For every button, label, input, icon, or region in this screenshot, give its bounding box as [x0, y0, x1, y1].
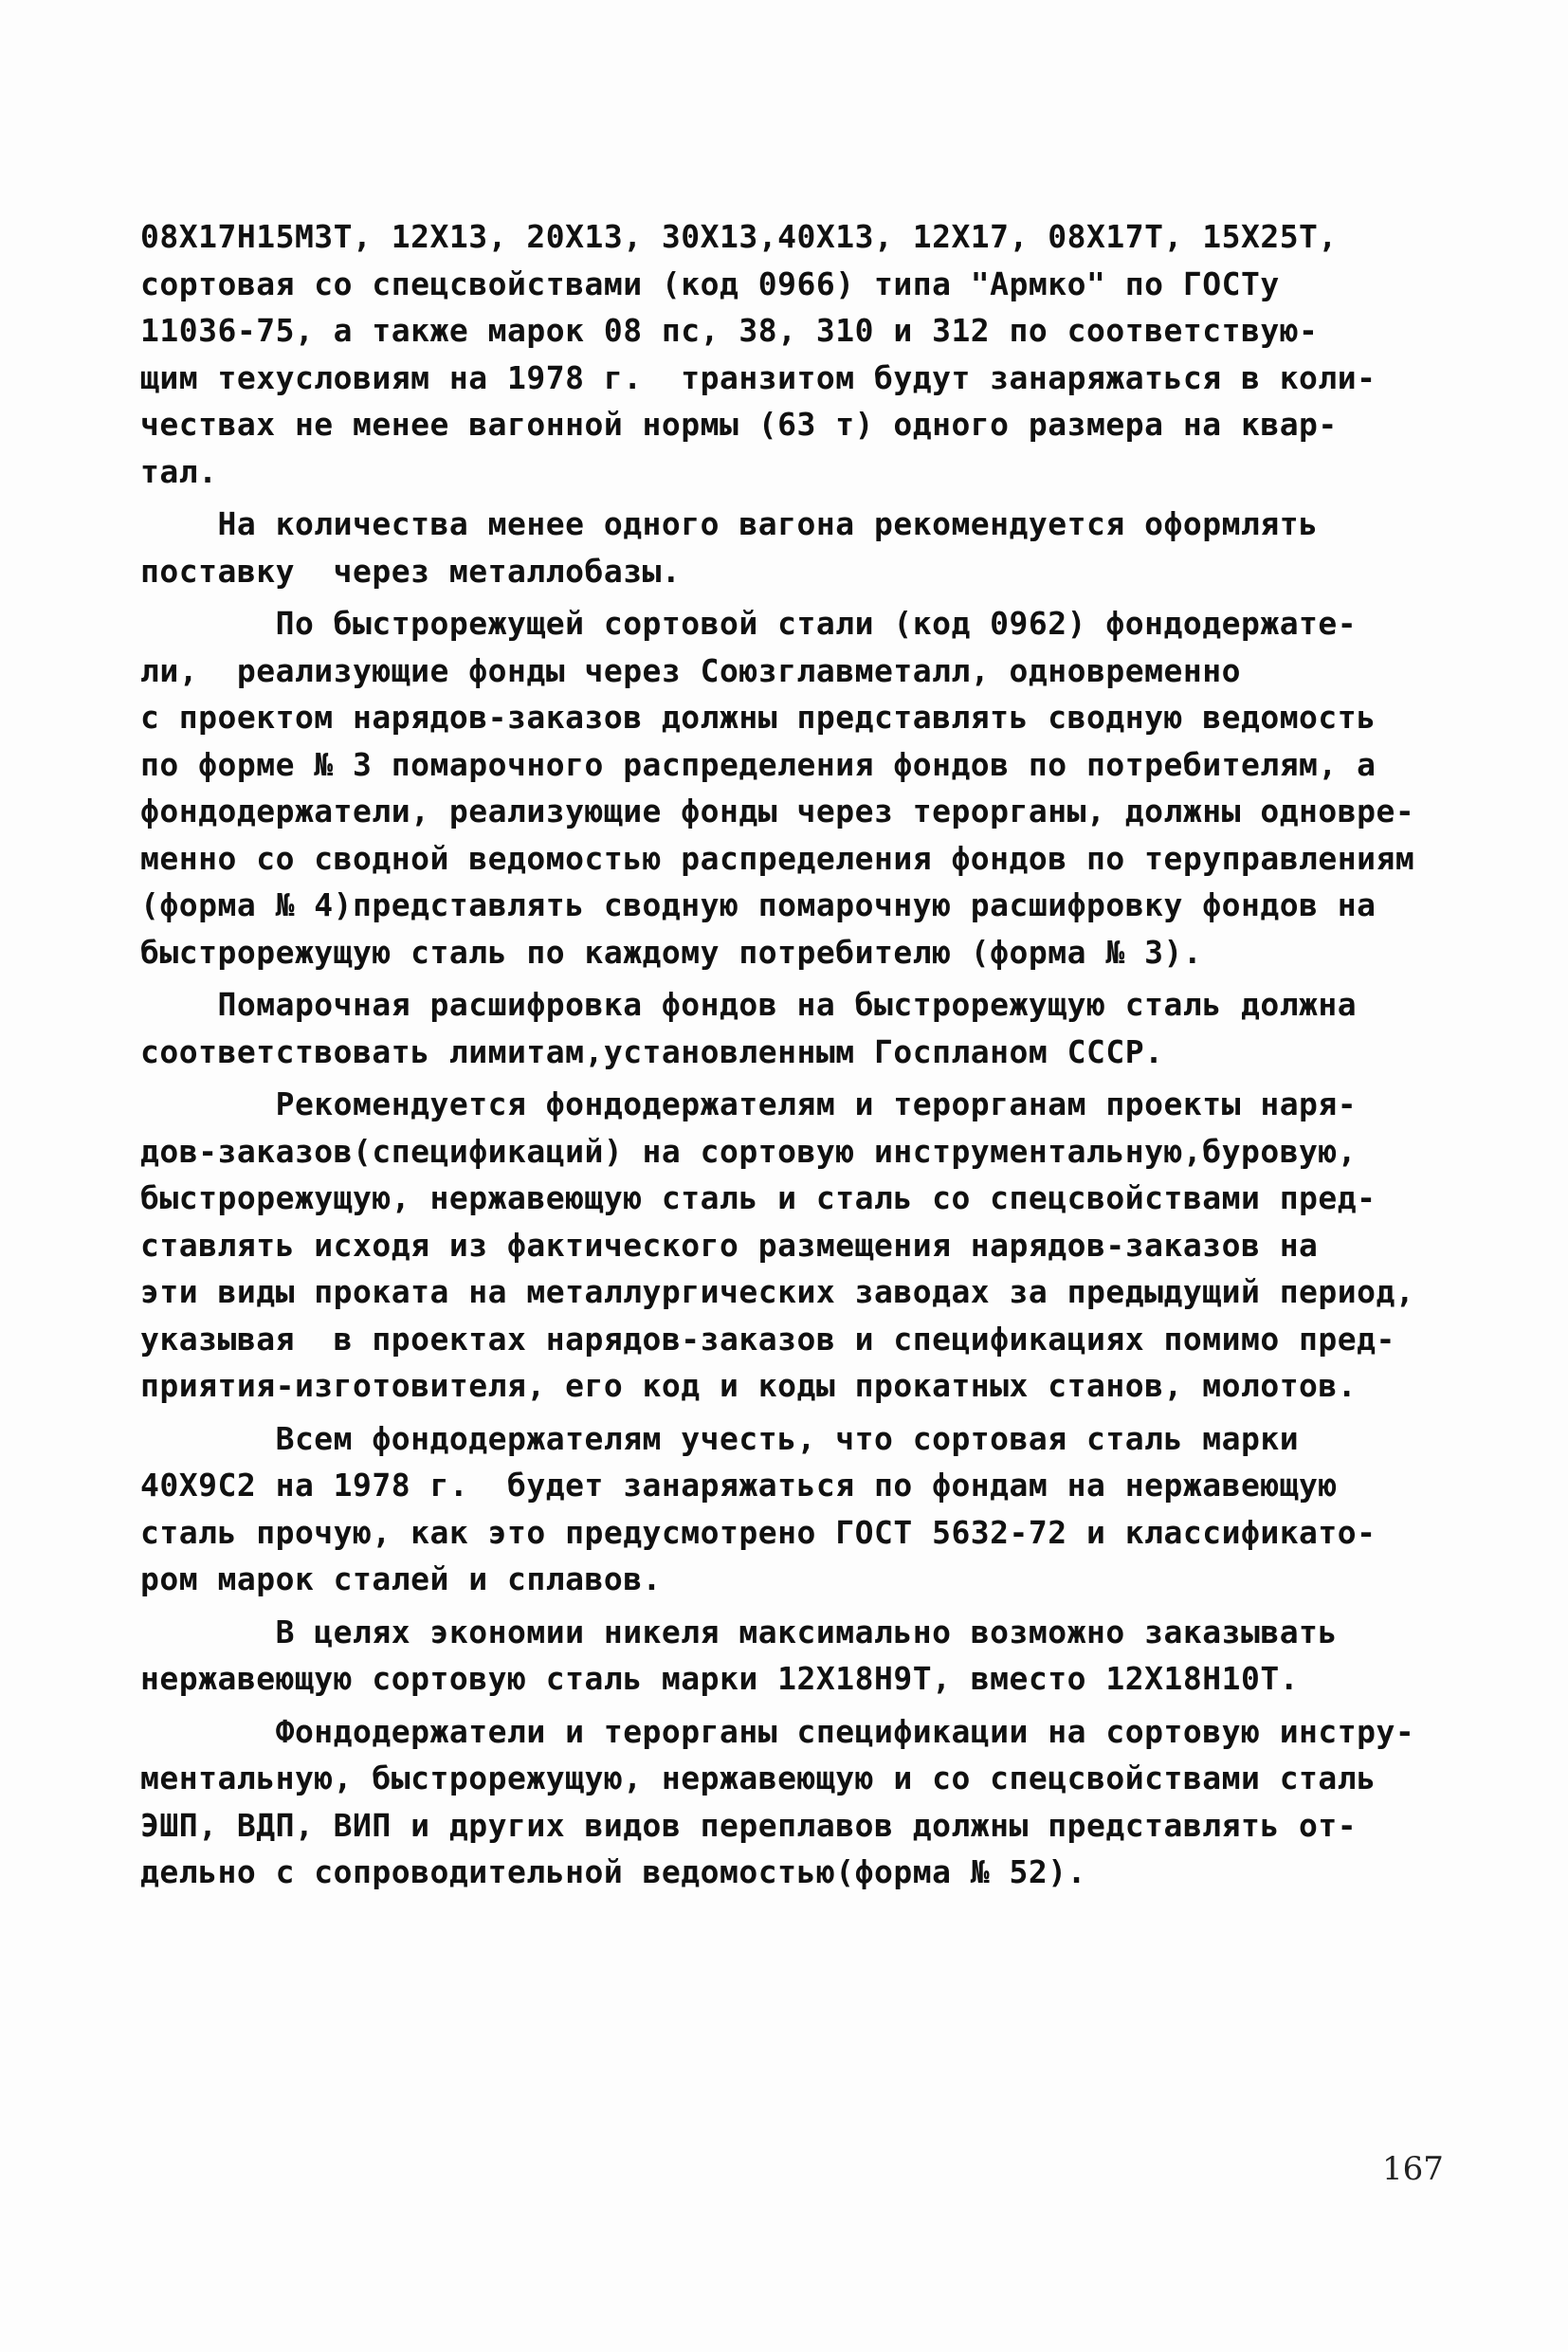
text-line: с проектом нарядов-заказов должны представлять сводную ведомость	[140, 699, 1377, 736]
text-line: приятия-изготовителя, его код и коды прокатных станов, молотов.	[140, 1367, 1358, 1404]
text-line: соответствовать лимитам,установленным Госпланом СССР.	[140, 1032, 1164, 1070]
text-line: На количества менее одного вагона рекомендуется оформлять	[140, 505, 1319, 542]
text-line: быстрорежущую сталь по каждому потребителю (форма № 3).	[140, 933, 1203, 971]
text-line: Всем фондодержателям учесть, что сортовая сталь марки	[140, 1419, 1300, 1457]
text-line: щим техусловиям на 1978 г. транзитом будут занаряжаться в коли-	[140, 358, 1377, 396]
text-line: менно со сводной ведомостью распределения фондов по теруправлениям	[140, 839, 1415, 877]
text-line: нержавеющую сортовую сталь марки 12Х18Н9Т, вместо 12Х18Н10Т.	[140, 1660, 1300, 1697]
text-line: ставлять исходя из фактического размещения нарядов-заказов на	[140, 1226, 1319, 1264]
paragraph	[140, 1415, 1449, 1603]
body-text	[140, 213, 1449, 1896]
text-line: указывая в проектах нарядов-заказов и спецификациях помимо пред-	[140, 1320, 1395, 1358]
text-line: 11036-75, а также марок 08 пс, 38, 310 и 312 по соответствую-	[140, 312, 1319, 349]
text-line: Рекомендуется фондодержателям и терорганам проекты наря-	[140, 1085, 1358, 1122]
text-line: В целях экономии никеля максимально возможно заказывать	[140, 1613, 1338, 1650]
paragraph	[140, 213, 1449, 495]
paragraph	[140, 1609, 1449, 1703]
paragraph	[140, 981, 1449, 1075]
text-line: ЭШП, ВДП, ВИП и других видов переплавов должны представлять от-	[140, 1806, 1358, 1844]
text-line: дельно с сопроводительной ведомостью(форма № 52).	[140, 1853, 1087, 1890]
text-line: быстрорежущую, нержавеющую сталь и сталь со спецсвойствами пред-	[140, 1179, 1377, 1216]
text-line: эти виды проката на металлургических заводах за предыдущий период,	[140, 1273, 1415, 1310]
text-line: ром марок сталей и сплавов.	[140, 1560, 662, 1597]
text-line: поставку через металлобазы.	[140, 552, 682, 590]
text-line: 40Х9С2 на 1978 г. будет занаряжаться по фондам на нержавеющую	[140, 1467, 1338, 1504]
paragraph	[140, 1708, 1449, 1896]
text-line: сортовая со спецсвойствами (код 0966) типа "Армко" по ГОСТу	[140, 264, 1280, 302]
text-line: (форма № 4)представлять сводную помарочную расшифровку фондов на	[140, 886, 1377, 923]
paragraph	[140, 1081, 1449, 1410]
page-number: 167	[1382, 2150, 1444, 2188]
paragraph	[140, 600, 1449, 975]
text-line: По быстрорежущей сортовой стали (код 0962) фондодержате-	[140, 605, 1358, 642]
paragraph	[140, 501, 1449, 594]
text-line: по форме № 3 помарочного распределения фондов по потребителям, а	[140, 745, 1377, 783]
text-line: 08X17H15M3T, 12X13, 20X13, 30X13,40X13, 12X17, 08X17T, 15X25T,	[140, 218, 1338, 255]
text-line: Фондодержатели и терорганы спецификации на сортовую инстру-	[140, 1712, 1415, 1750]
text-line: ли, реализующие фонды через Союзглавметалл, одновременно	[140, 651, 1241, 689]
text-line: чествах не менее вагонной нормы (63 т) одного размера на квар-	[140, 406, 1338, 443]
text-line: фондодержатели, реализующие фонды через терорганы, должны одновре-	[140, 793, 1415, 830]
text-line: ментальную, быстрорежущую, нержавеющую и со спецсвойствами сталь	[140, 1759, 1377, 1796]
text-line: Помарочная расшифровка фондов на быстрорежущую сталь должна	[140, 986, 1358, 1023]
text-line: тал.	[140, 452, 218, 490]
text-line: дов-заказов(спецификаций) на сортовую инструментальную,буровую,	[140, 1132, 1358, 1170]
text-line: сталь прочую, как это предусмотрено ГОСТ 5632-72 и классификато-	[140, 1513, 1377, 1551]
